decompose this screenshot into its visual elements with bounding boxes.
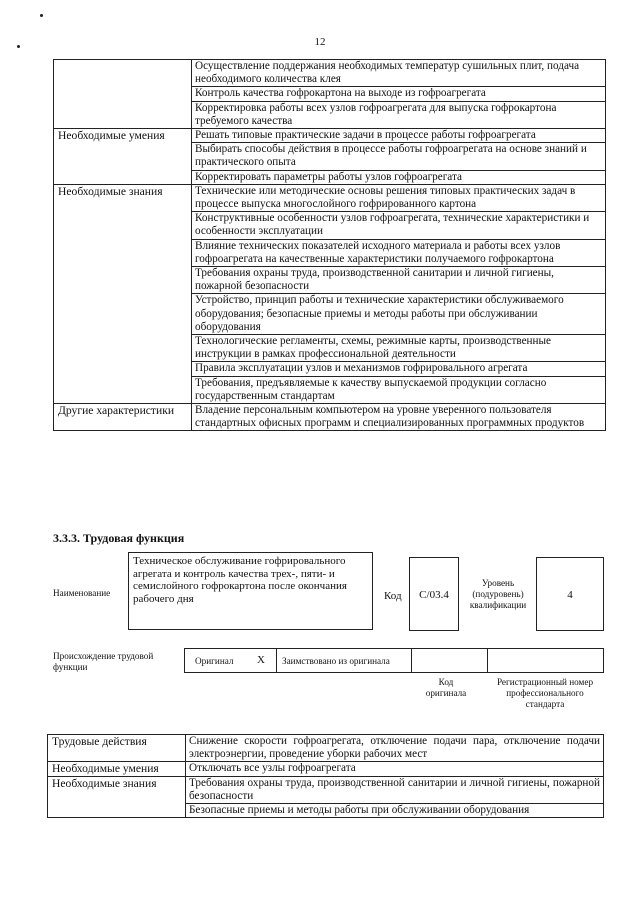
table-row — [54, 60, 606, 87]
function-name: Техническое обслуживание гофрировального агрегата и контроль качества трех-, пяти- и семислойного гофрокартона после окончания рабочего дня — [133, 555, 347, 605]
origin-cell-reg — [487, 648, 604, 673]
level-value: 4 — [567, 589, 573, 601]
code-box — [409, 557, 459, 631]
origin-cell-code — [411, 648, 488, 673]
table-cell: Решать типовые практические задачи в процессе работы гофроагрегата — [192, 129, 606, 143]
page-number: 12 — [314, 36, 326, 48]
row-label: Необходимые знания — [54, 184, 192, 403]
table-row — [54, 184, 606, 211]
table-cell: Отключать все узлы гофроагрегата — [186, 762, 604, 776]
table-row — [48, 762, 604, 776]
table-cell: Корректировка работы всех узлов гофроагрегата для выпуска гофрокартона требуемого качества — [192, 101, 606, 128]
table-cell: Владение персональным компьютером на уровне уверенного пользователя стандартных офисных программ и специализированных программных продуктов — [192, 404, 606, 431]
table-cell: Технические или методические основы решения типовых практических задач в процессе выпуска многослойного гофрированного картона — [192, 184, 606, 211]
table-row — [54, 129, 606, 143]
function-name-box — [128, 552, 373, 630]
row-label: Трудовые действия — [48, 735, 186, 762]
original-label: Оригинал — [195, 656, 234, 666]
table-cell: Правила эксплуатации узлов и механизмов гофрировального агрегата — [192, 362, 606, 376]
table-row — [54, 404, 606, 431]
origin-label: Происхождение трудовой функции — [53, 651, 154, 672]
table-cell: Требования охраны труда, производственной санитарии и личной гигиены, пожарной безопасности — [186, 776, 604, 803]
table-row — [48, 776, 604, 803]
row-label: Необходимые умения — [48, 762, 186, 776]
section-title: 3.3.3. Трудовая функция — [53, 531, 185, 545]
code-value: С/03.4 — [419, 589, 449, 601]
row-label: Необходимые знания — [48, 776, 186, 818]
table-cell: Выбирать способы действия в процессе работы гофроагрегата на основе знаний и практического опыта — [192, 143, 606, 170]
table-cell: Требования охраны труда, производственной санитарии и личной гигиены, пожарной безопасности — [192, 267, 606, 294]
reg-number-label: Регистрационный номер профессионального стандарта — [496, 677, 594, 709]
row-label: Другие характеристики — [54, 404, 192, 431]
origin-cell-borrowed — [276, 648, 412, 673]
table-cell: Контроль качества гофрокартона на выходе из гофроагрегата — [192, 87, 606, 101]
table-cell: Влияние технических показателей исходного материала и работы всех узлов гофроагрегата на качественные характеристики получаемого гофрокартона — [192, 239, 606, 266]
row-label — [54, 60, 192, 129]
table-row — [48, 735, 604, 762]
code-label: Код — [384, 590, 402, 602]
table-cell: Технологические регламенты, схемы, режимные карты, производственные инструкции в рамках профессиональной деятельности — [192, 335, 606, 362]
code-original-label: Код оригинала — [425, 677, 467, 698]
table-cell: Требования, предъявляемые к качеству выпускаемой продукции согласно государственным стандартам — [192, 376, 606, 403]
skills-table — [53, 59, 606, 431]
origin-cell-original — [184, 648, 277, 673]
level-label: Уровень (подуровень) квалификации — [469, 578, 527, 610]
level-box — [536, 557, 604, 631]
table-cell: Корректировать параметры работы узлов гофроагрегата — [192, 170, 606, 184]
row-label: Необходимые умения — [54, 129, 192, 185]
table-cell: Конструктивные особенности узлов гофроагрегата, технические характеристики и особенности эксплуатации — [192, 212, 606, 239]
table-cell: Снижение скорости гофроагрегата, отключение подачи пара, отключение подачи электроэнергии, проведение уборки рабочих мест — [186, 735, 604, 762]
table-cell: Осуществление поддержания необходимых температур сушильных плит, подача необходимого количества клея — [192, 60, 606, 87]
table-cell: Безопасные приемы и методы работы при обслуживании оборудования — [186, 804, 604, 818]
table-cell: Устройство, принцип работы и технические характеристики обслуживаемого оборудования; безопасные приемы и методы работы при обслуживании оборудования — [192, 294, 606, 335]
borrowed-label: Заимствовано из оригинала — [282, 656, 390, 666]
original-mark: X — [257, 654, 265, 666]
name-label: Наименование — [53, 588, 111, 598]
scan-mark — [40, 14, 43, 17]
function-table — [47, 734, 604, 818]
